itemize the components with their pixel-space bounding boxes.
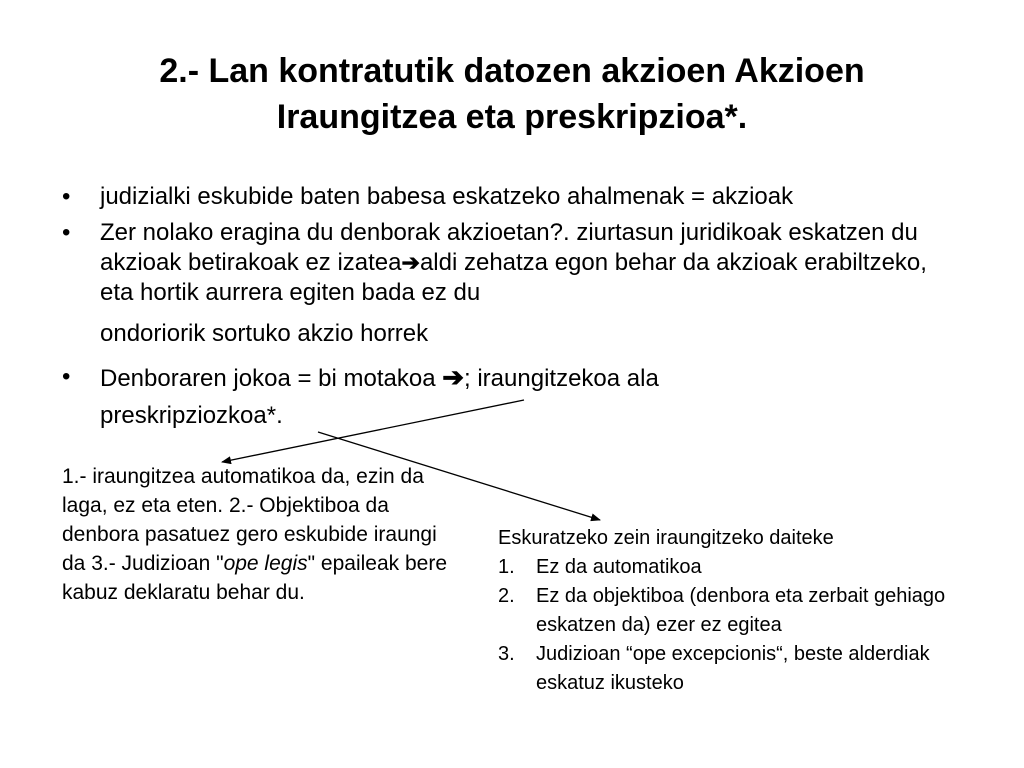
left-text-2: " epaileak bere kabuz deklaratu behar du. [62,552,448,604]
preskripzioa-description [498,524,978,698]
list-number: 1. [498,556,515,578]
list-item [498,582,978,640]
bullet-text-end: preskripziozkoa*. [100,402,283,429]
arrow-right-icon: ➔ [442,362,465,392]
list-number: 3. [498,643,515,665]
bullet-text-cont: aldi zehatza egon behar da akzioak erabiltzeko, eta hortik aurrera egiten bada ez du [100,249,927,306]
list-text: Ez da objektiboa (denbora eta zerbait gehiago eskatzen da) ezer ez egitea [536,585,946,636]
bullet-text: judizialki eskubide baten babesa eskatzeko ahalmenak = akzioak [100,183,794,210]
right-numbered-list [498,553,978,698]
right-heading: Eskuratzeko zein iraungitzeko daiteke [498,527,834,549]
list-text: Judizioan “ope excepcionis“, beste alderdiak eskatuz ikusteko [536,643,930,694]
title-line-1: 2.- Lan kontratutik datozen akzioen Akzioen [159,52,865,90]
left-text-italic: ope legis [223,552,308,575]
list-number: 2. [498,585,515,607]
arrow-to-iraungitzea [222,400,524,462]
iraungitzea-description [62,462,452,607]
bullet-marker: • [62,219,71,246]
arrow-right-icon: ➔ [401,250,420,275]
bullet-text-cont: ; iraungitzekoa ala [464,365,659,392]
list-item [498,640,978,698]
title-line-2: Iraungitzea eta preskripzioa*. [276,98,748,136]
list-text: Ez da automatikoa [536,556,702,578]
bullet-marker: • [62,183,71,210]
bullet-marker: • [62,363,71,390]
bullet-text: Zer nolako eragina du denborak akzioetan?. ziurtasun juridikoak eskatzen du akzioak betirakoak ez izatea [100,219,918,276]
bullet-text: Denboraren jokoa = bi motakoa [100,365,443,392]
left-text-1: 1.- iraungitzea automatikoa da, ezin da laga, ez eta eten. 2.- Objektiboa da denbora pasatuez gero eskubide iraungi da 3.- Judizioan " [62,465,437,575]
bullet-text-end: ondoriorik sortuko akzio horrek [100,320,429,347]
list-item [498,553,978,582]
